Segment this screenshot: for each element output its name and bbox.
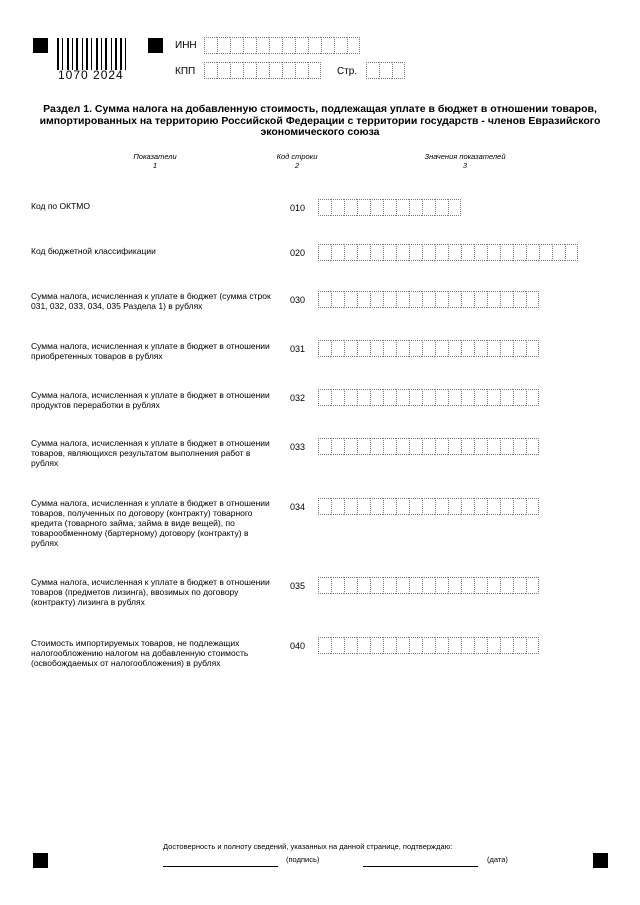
row-value-cell[interactable] [383,577,396,594]
corner-marker-top-mid [148,38,163,53]
row-value-cell[interactable] [422,498,435,515]
row-value-cell[interactable] [318,438,331,455]
kpp-cell[interactable] [217,62,230,79]
row-value-cell[interactable] [344,498,357,515]
row-value-cell[interactable] [383,199,396,216]
row-value-cell[interactable] [370,577,383,594]
row-value-cell[interactable] [526,389,539,406]
row-code-6: 034 [290,502,306,512]
row-value-cell[interactable] [474,577,487,594]
column-header-values-text: Значения показателей [424,152,506,161]
page-cell[interactable] [392,62,405,79]
inn-cell[interactable] [204,37,217,54]
row-value-cell[interactable] [461,577,474,594]
row-value-cell[interactable] [487,389,500,406]
row-value-cell[interactable] [461,637,474,654]
row-label-8: Стоимость импортируемых товаров, не подлежащих налогообложению налогом на добавленную стоимость (освобождаемых от налогообложения) в рублях [31,638,249,668]
row-value-cell[interactable] [409,389,422,406]
column-header-line-code-text: Код строки [276,152,318,161]
row-label-2: Сумма налога, исчисленная к уплате в бюджет (сумма строк 031, 032, 033, 034, 035 Раздела 1) в рублях [31,291,271,311]
row-value-cell[interactable] [331,291,344,308]
row-value-cell[interactable] [513,244,526,261]
inn-label: ИНН [175,40,197,51]
row-value-cell[interactable] [448,340,461,357]
row-value-cell[interactable] [331,340,344,357]
row-value-cell[interactable] [396,438,409,455]
row-value-cell[interactable] [474,244,487,261]
row-value-cell[interactable] [344,637,357,654]
row-value-cell[interactable] [435,340,448,357]
row-value-cell[interactable] [448,244,461,261]
row-value-cell[interactable] [331,498,344,515]
row-value-cell[interactable] [396,637,409,654]
row-value-cell[interactable] [422,199,435,216]
row-value-cell[interactable] [344,291,357,308]
row-value-cell[interactable] [370,438,383,455]
row-value-cell[interactable] [396,291,409,308]
row-value-cell[interactable] [370,389,383,406]
row-value-cell[interactable] [500,577,513,594]
row-value-cell[interactable] [422,340,435,357]
row-value-cell[interactable] [396,498,409,515]
row-value-cell[interactable] [396,340,409,357]
row-value-cell[interactable] [526,244,539,261]
row-value-cell[interactable] [331,199,344,216]
row-value-cell[interactable] [500,637,513,654]
kpp-cell[interactable] [243,62,256,79]
row-value-cell[interactable] [357,389,370,406]
row-value-cell[interactable] [435,291,448,308]
row-value-cell[interactable] [344,340,357,357]
row-label-1: Код бюджетной классификации [31,246,156,256]
row-value-cell[interactable] [396,199,409,216]
column-header-indicators-num: 1 [152,161,158,170]
row-label-0: Код по ОКТМО [31,201,90,211]
row-value-cell[interactable] [344,389,357,406]
row-value-cell[interactable] [357,498,370,515]
row-value-cell[interactable] [383,389,396,406]
row-value-cell[interactable] [370,199,383,216]
row-value-cell[interactable] [383,637,396,654]
row-value-cell[interactable] [370,244,383,261]
row-value-cell[interactable] [409,577,422,594]
row-value-cell[interactable] [409,438,422,455]
row-code-7: 035 [290,581,306,591]
row-value-field-4[interactable] [318,389,539,406]
row-value-cell[interactable] [422,577,435,594]
row-value-cell[interactable] [526,637,539,654]
row-value-cell[interactable] [422,291,435,308]
row-value-cell[interactable] [500,244,513,261]
row-value-cell[interactable] [513,291,526,308]
row-value-field-0[interactable] [318,199,461,216]
row-value-cell[interactable] [526,291,539,308]
kpp-cell[interactable] [269,62,282,79]
row-value-cell[interactable] [370,498,383,515]
row-value-cell[interactable] [409,199,422,216]
inn-cell[interactable] [217,37,230,54]
barcode-number: 1070 2024 [58,68,124,82]
row-value-cell[interactable] [383,498,396,515]
row-label-3: Сумма налога, исчисленная к уплате в бюджет в отношении приобретенных товаров в рублях [31,341,270,361]
row-value-cell[interactable] [318,637,331,654]
signature-label: (подпись) [286,855,320,864]
kpp-cell[interactable] [256,62,269,79]
row-value-cell[interactable] [552,244,565,261]
row-value-cell[interactable] [526,340,539,357]
row-value-cell[interactable] [461,438,474,455]
row-label-5: Сумма налога, исчисленная к уплате в бюджет в отношении товаров, являющихся результатом выполнения работ в рублях [31,438,270,468]
inn-cell[interactable] [308,37,321,54]
column-header-values-num: 3 [462,161,468,170]
inn-cell[interactable] [295,37,308,54]
row-value-cell[interactable] [448,498,461,515]
row-value-cell[interactable] [409,291,422,308]
row-value-cell[interactable] [318,577,331,594]
row-code-2: 030 [290,295,306,305]
row-value-cell[interactable] [409,637,422,654]
row-value-cell[interactable] [396,389,409,406]
row-value-cell[interactable] [435,438,448,455]
row-value-cell[interactable] [513,498,526,515]
confirm-text: Достоверность и полноту сведений, указанных на данной странице, подтверждаю: [163,842,453,851]
inn-cell[interactable] [334,37,347,54]
page-cell[interactable] [366,62,379,79]
row-value-cell[interactable] [318,244,331,261]
row-code-1: 020 [290,248,306,258]
row-value-field-5[interactable] [318,438,539,455]
row-value-cell[interactable] [487,498,500,515]
row-value-cell[interactable] [461,340,474,357]
row-value-cell[interactable] [500,389,513,406]
row-value-cell[interactable] [435,244,448,261]
row-value-cell[interactable] [448,199,461,216]
row-value-cell[interactable] [474,340,487,357]
row-value-cell[interactable] [474,389,487,406]
column-header-line-code [262,152,332,170]
page-label: Стр. [337,66,358,77]
row-value-cell[interactable] [318,199,331,216]
row-value-cell[interactable] [357,244,370,261]
row-value-cell[interactable] [370,291,383,308]
corner-marker-bottom-right [593,853,608,868]
row-code-4: 032 [290,393,306,403]
row-value-cell[interactable] [435,498,448,515]
row-value-cell[interactable] [461,389,474,406]
row-value-cell[interactable] [370,340,383,357]
inn-cell[interactable] [256,37,269,54]
row-value-cell[interactable] [513,389,526,406]
row-value-cell[interactable] [422,389,435,406]
row-value-cell[interactable] [448,438,461,455]
row-value-field-6[interactable] [318,498,539,515]
row-value-cell[interactable] [474,498,487,515]
row-value-cell[interactable] [331,389,344,406]
row-value-cell[interactable] [357,199,370,216]
kpp-field[interactable] [204,62,321,79]
row-value-cell[interactable] [357,637,370,654]
row-label-6: Сумма налога, исчисленная к уплате в бюджет в отношении товаров, полученных по договору (контракту) товарного кредита (товарного займа, займа в виде вещей), по товарообменному (бартерному) договору (контракту) в рублях [31,498,270,548]
row-value-cell[interactable] [409,340,422,357]
section-title: Раздел 1. Сумма налога на добавленную стоимость, подлежащая уплате в бюджет в отношении товаров, импортированных на территорию Российской Федерации с территории государств - членов Евразийского экономического союза [39,103,601,138]
row-value-cell[interactable] [383,438,396,455]
row-value-cell[interactable] [474,637,487,654]
row-value-cell[interactable] [318,291,331,308]
inn-cell[interactable] [282,37,295,54]
barcode [57,38,137,70]
kpp-cell[interactable] [308,62,321,79]
row-value-cell[interactable] [396,244,409,261]
row-value-cell[interactable] [474,438,487,455]
row-value-cell[interactable] [435,637,448,654]
row-value-cell[interactable] [448,577,461,594]
row-value-cell[interactable] [487,438,500,455]
row-code-0: 010 [290,203,306,213]
row-value-cell[interactable] [500,438,513,455]
row-value-cell[interactable] [448,291,461,308]
kpp-cell[interactable] [230,62,243,79]
row-value-field-1[interactable] [318,244,578,261]
row-value-cell[interactable] [526,498,539,515]
row-value-cell[interactable] [513,438,526,455]
row-value-cell[interactable] [409,498,422,515]
kpp-cell[interactable] [282,62,295,79]
row-value-cell[interactable] [344,199,357,216]
row-value-cell[interactable] [422,244,435,261]
row-code-3: 031 [290,344,306,354]
kpp-cell[interactable] [295,62,308,79]
row-value-cell[interactable] [331,637,344,654]
row-value-cell[interactable] [383,340,396,357]
row-value-cell[interactable] [513,637,526,654]
row-value-cell[interactable] [409,244,422,261]
date-line[interactable] [363,866,478,867]
row-value-cell[interactable] [435,577,448,594]
row-value-cell[interactable] [448,637,461,654]
row-value-cell[interactable] [487,291,500,308]
column-header-line-code-num: 2 [294,161,300,170]
row-value-cell[interactable] [344,438,357,455]
row-value-cell[interactable] [318,498,331,515]
row-value-cell[interactable] [383,291,396,308]
row-value-cell[interactable] [500,498,513,515]
row-value-cell[interactable] [422,438,435,455]
inn-cell[interactable] [269,37,282,54]
row-value-cell[interactable] [487,244,500,261]
row-code-8: 040 [290,641,306,651]
row-value-cell[interactable] [487,637,500,654]
row-value-cell[interactable] [383,244,396,261]
inn-cell[interactable] [243,37,256,54]
row-value-cell[interactable] [435,389,448,406]
row-value-cell[interactable] [565,244,578,261]
row-value-cell[interactable] [461,244,474,261]
row-value-cell[interactable] [513,577,526,594]
row-value-cell[interactable] [331,438,344,455]
inn-cell[interactable] [347,37,360,54]
row-value-cell[interactable] [396,577,409,594]
row-value-cell[interactable] [344,577,357,594]
row-label-4: Сумма налога, исчисленная к уплате в бюджет в отношении продуктов переработки в рублях [31,390,270,410]
corner-marker-top-left [33,38,48,53]
row-value-cell[interactable] [539,244,552,261]
row-value-cell[interactable] [487,340,500,357]
row-value-cell[interactable] [513,340,526,357]
inn-cell[interactable] [230,37,243,54]
page-cell[interactable] [379,62,392,79]
row-value-cell[interactable] [500,291,513,308]
row-value-cell[interactable] [461,498,474,515]
row-value-field-8[interactable] [318,637,539,654]
row-value-cell[interactable] [500,340,513,357]
kpp-cell[interactable] [204,62,217,79]
row-value-field-2[interactable] [318,291,539,308]
row-value-cell[interactable] [526,577,539,594]
row-value-cell[interactable] [357,340,370,357]
corner-marker-bottom-left [33,853,48,868]
column-header-values [405,152,525,170]
signature-line[interactable] [163,866,278,867]
date-label: (дата) [487,855,508,864]
row-value-cell[interactable] [318,389,331,406]
row-value-cell[interactable] [357,438,370,455]
kpp-label: КПП [175,66,196,77]
row-value-cell[interactable] [357,291,370,308]
row-value-cell[interactable] [435,199,448,216]
row-value-cell[interactable] [370,637,383,654]
row-value-cell[interactable] [331,244,344,261]
row-code-5: 033 [290,442,306,452]
page-number-field[interactable] [366,62,405,79]
inn-cell[interactable] [321,37,334,54]
row-label-7: Сумма налога, исчисленная к уплате в бюджет в отношении товаров (предметов лизинга), ввозимых по договору (контракту) лизинга в рублях [31,577,270,607]
column-header-indicators-text: Показатели [133,152,177,161]
row-value-cell[interactable] [487,577,500,594]
row-value-cell[interactable] [331,577,344,594]
row-value-field-3[interactable] [318,340,539,357]
row-value-cell[interactable] [526,438,539,455]
row-value-cell[interactable] [448,389,461,406]
inn-field[interactable] [204,37,360,54]
row-value-cell[interactable] [318,340,331,357]
row-value-cell[interactable] [357,577,370,594]
row-value-cell[interactable] [422,637,435,654]
row-value-cell[interactable] [344,244,357,261]
row-value-field-7[interactable] [318,577,539,594]
column-header-indicators [110,152,200,170]
row-value-cell[interactable] [474,291,487,308]
row-value-cell[interactable] [461,291,474,308]
